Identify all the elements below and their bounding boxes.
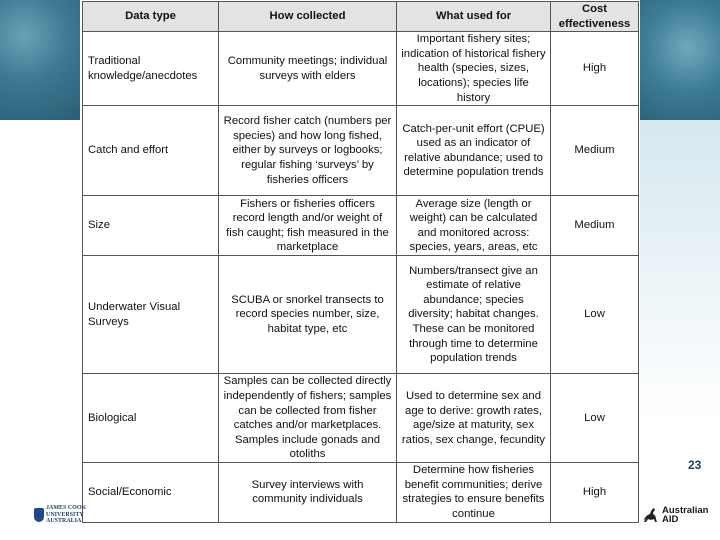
header-how-collected: How collected bbox=[219, 2, 397, 32]
cell-cost-effectiveness: Low bbox=[551, 256, 639, 374]
page-number: 23 bbox=[688, 458, 702, 472]
cell-cost-effectiveness: Medium bbox=[551, 106, 639, 196]
table-row bbox=[83, 32, 639, 106]
cell-what-used-for: Catch-per-unit effort (CPUE) used as an indicator of relative abundance; used to determine population trends bbox=[397, 106, 551, 196]
australian-aid-logo bbox=[640, 503, 716, 527]
cell-how-collected: Samples can be collected directly independently of fishers; samples can be collected from fisher catches and/or marketplaces. Samples include gonads and otoliths bbox=[219, 374, 397, 463]
aid-logo-line: AID bbox=[662, 514, 679, 525]
cell-data-type: Biological bbox=[83, 374, 219, 463]
cell-data-type: Traditional knowledge/anecdotes bbox=[83, 32, 219, 106]
data-types-table bbox=[82, 1, 639, 523]
kangaroo-icon bbox=[640, 505, 660, 525]
cell-data-type: Size bbox=[83, 196, 219, 256]
jcu-crest-icon bbox=[34, 508, 44, 522]
cell-how-collected: Fishers or fisheries officers record length and/or weight of fish caught; fish measured in the marketplace bbox=[219, 196, 397, 256]
cell-cost-effectiveness: Medium bbox=[551, 196, 639, 256]
australian-aid-text bbox=[662, 506, 708, 525]
cell-what-used-for: Used to determine sex and age to derive: growth rates, age/size at maturity, sex ratios, sex change, fecundity bbox=[397, 374, 551, 463]
jcu-logo-line: JAMES COOK bbox=[46, 505, 87, 512]
table-row bbox=[83, 106, 639, 196]
cell-what-used-for: Important fishery sites; indication of historical fishery health (species, sizes, locations); species life history bbox=[397, 32, 551, 106]
table-header-row bbox=[83, 2, 639, 32]
jcu-logo-line: AUSTRALIA bbox=[46, 518, 82, 525]
cell-cost-effectiveness: High bbox=[551, 32, 639, 106]
cell-how-collected: Survey interviews with community individuals bbox=[219, 463, 397, 522]
table-row bbox=[83, 374, 639, 463]
header-data-type: Data type bbox=[83, 2, 219, 32]
table-row bbox=[83, 256, 639, 374]
right-accent-strip bbox=[638, 120, 720, 420]
cell-how-collected: Record fisher catch (numbers per species) and how long fished, either by surveys or logbooks; regular fishing ‘surveys’ by fisheries officers bbox=[219, 106, 397, 196]
cell-cost-effectiveness: High bbox=[551, 463, 639, 522]
table-container bbox=[80, 0, 640, 540]
reef-photo-right bbox=[638, 0, 720, 120]
cell-how-collected: Community meetings; individual surveys with elders bbox=[219, 32, 397, 106]
header-what-used-for: What used for bbox=[397, 2, 551, 32]
jcu-logo bbox=[34, 503, 87, 527]
jcu-logo-text bbox=[46, 505, 86, 524]
reef-photo-left bbox=[0, 0, 80, 120]
cell-what-used-for: Numbers/transect give an estimate of relative abundance; species diversity; habitat changes. These can be monitored through time to determine population trends bbox=[397, 256, 551, 374]
cell-data-type: Social/Economic bbox=[83, 463, 219, 522]
cell-cost-effectiveness: Low bbox=[551, 374, 639, 463]
table-row bbox=[83, 463, 639, 522]
cell-what-used-for: Average size (length or weight) can be calculated and monitored across: species, years, areas, etc bbox=[397, 196, 551, 256]
cell-data-type: Underwater Visual Surveys bbox=[83, 256, 219, 374]
cell-how-collected: SCUBA or snorkel transects to record species number, size, habitat type, etc bbox=[219, 256, 397, 374]
header-cost-effectiveness: Cost effectiveness bbox=[551, 2, 639, 32]
aid-logo-line: Australian bbox=[662, 504, 709, 516]
table-row bbox=[83, 196, 639, 256]
cell-what-used-for: Determine how fisheries benefit communities; derive strategies to ensure benefits continue bbox=[397, 463, 551, 522]
cell-data-type: Catch and effort bbox=[83, 106, 219, 196]
jcu-logo-line: UNIVERSITY bbox=[46, 511, 84, 518]
